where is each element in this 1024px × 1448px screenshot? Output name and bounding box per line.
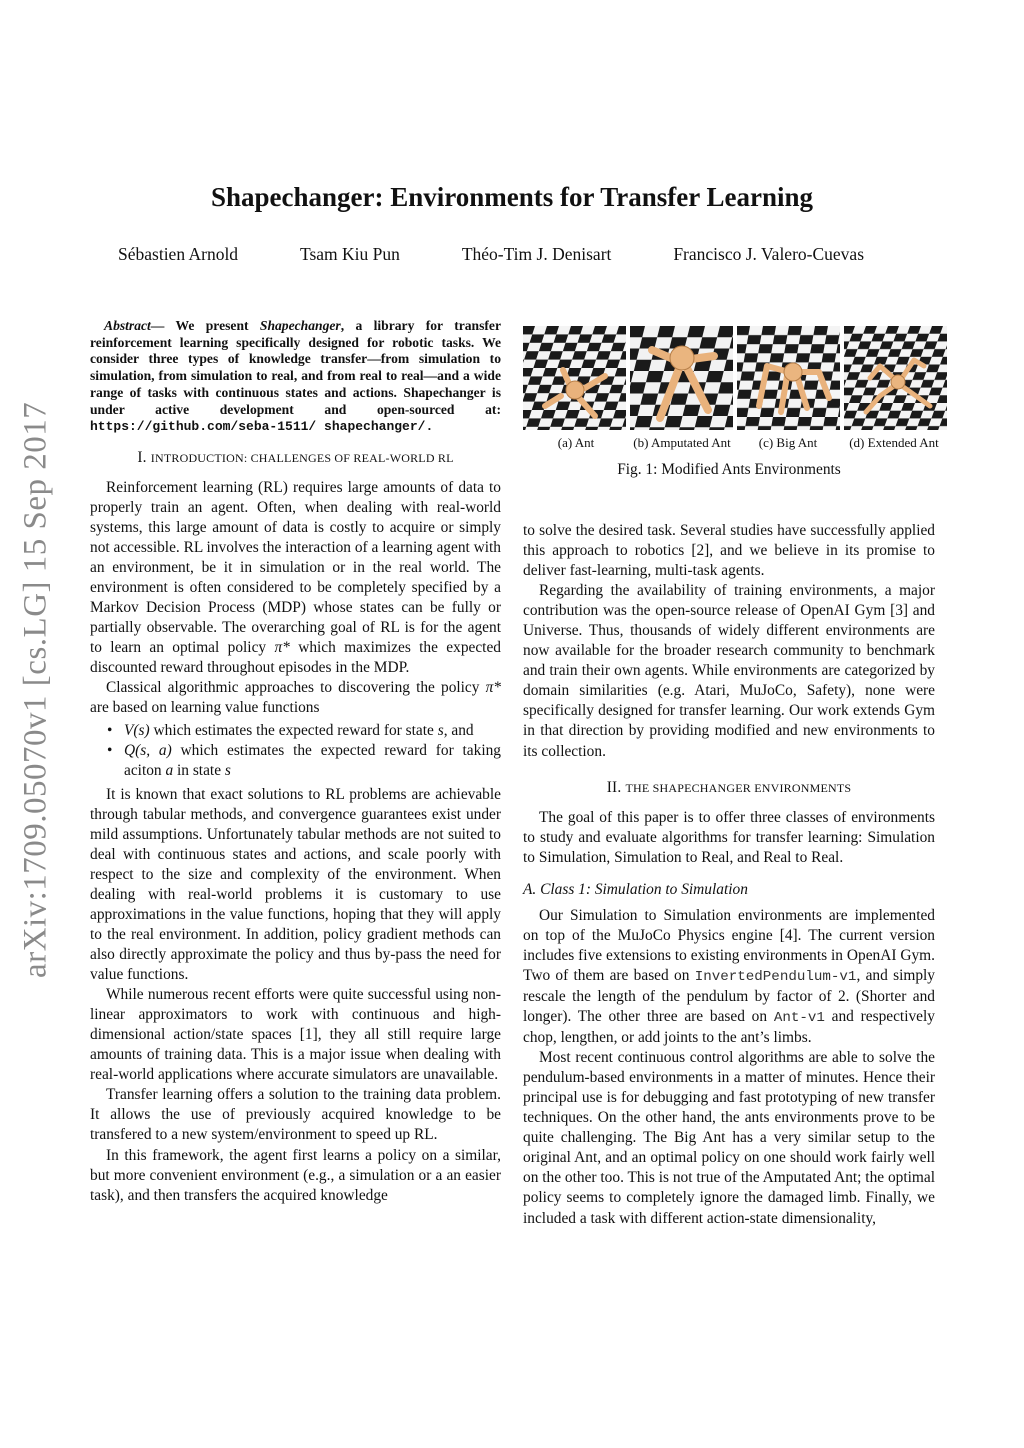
subcaption-d: (d) Extended Ant [849,435,939,450]
abstract-text-2: , a library for transfer reinforcement learning specifically designed for robotic tasks. We consider three types of knowledge transfer—from simulation to simulation, from simulation to real, and from real to real—and a wide range of tasks with continuous states and actions. Shapechanger is under active development and open-sourced at: [90,318,501,417]
checkerboard-ant-render [523,326,626,430]
amputated-ant-image [630,326,733,430]
paragraph-2 [90,678,501,718]
repo-url[interactable]: https://github.com/seba-1511/ shapechanger/. [90,419,434,435]
right-column [523,521,935,1229]
figure-1-subcaptions [523,435,947,451]
state-var: s [224,761,231,779]
right-paragraph-3: The goal of this paper is to offer three classes of environments to study and evaluate algorithms for transfer learning: Simulation to Simulation, Simulation to Real, and Real to Real. [523,808,935,866]
paragraph-2-text: Classical algorithmic approaches to discovering the policy [106,679,480,697]
code-ant: Ant-v1 [773,1010,825,1027]
paragraph-5: Transfer learning offers a solution to the training data problem. It allows the use of previously acquired knowledge to be transfered to a new system/environment to speed up RL. [90,1086,501,1144]
section-2-number: II. [606,778,626,796]
author-list [118,244,864,265]
paragraph-1-text: Reinforcement learning (RL) requires large amounts of data to properly train an agent. Often, when dealing with real-world systems, this large amount of data is costly to acquire or simply not accessible. RL involves the interaction of a learning agent with an environment, be it in simulation or in the real world. The environment is often considered to be completely specified by a Markov Decision Process (MDP) whose states can be fully or partially observable. The overarching goal of RL is for the agent to learn an optimal policy [90,478,502,657]
abstract-text-1: We present [164,318,260,333]
subcaption-c: (c) Big Ant [758,435,818,450]
right-paragraph-4 [523,906,935,1048]
checkerboard-extended-ant-render [844,326,947,430]
value-function-list [90,721,501,781]
v-function: V(s) [124,721,150,739]
list-item-v-text: which estimates the expected reward for state [149,721,438,739]
subcaption-b: (b) Amputated Ant [633,435,731,450]
paragraph-4: While numerous recent efforts were quite successful using non-linear approximators to work with continuous and high-dimensional action/state spaces [1], they all still require large amounts of training data. This is a major issue when dealing with real-world applications where accurate simulators are unavailable. [90,986,501,1084]
right-paragraph-2: Regarding the availability of training environments, a major contribution was the open-source release of OpenAI Gym [3] and Universe. Thus, thousands of widely different environments are now available for the broader research community to benchmark and train their own agents. While environments are categorized by domain similarities (e.g. Atari, MuJoCo, Safety), none were specifically designed for transfer learning. Our work extends Gym in that direction by providing modified and new environments to its collection. [523,582,935,760]
ant-image [523,326,626,430]
abstract-lead: Abstract— [104,318,165,333]
paragraph-2-end: are based on learning value functions [90,699,320,717]
checkerboard-amputated-ant-render [630,326,733,430]
paragraph-1 [90,478,501,678]
section-1-title: INTRODUCTION: CHALLENGES OF REAL-WORLD RL [150,450,454,465]
right-paragraph-4-c: and respectively chop, lengthen, or add joints to the ant’s limbs. [523,1008,935,1047]
list-item-q-text: which estimates the expected reward for taking aciton [124,741,502,779]
list-item-v [124,721,501,741]
paragraph-6: In this framework, the agent first learns a policy on a similar, but more convenient environment (e.g., a simulation or a an easier task), and then transfers the acquired knowledge [90,1146,501,1204]
section-1-heading [90,448,501,468]
right-paragraph-1: to solve the desired task. Several studies have successfully applied this approach to robotics [2], and we believe in its promise to deliver fast-learning, multi-task agents. [523,522,935,580]
author-3: Théo-Tim J. Denisart [461,244,612,264]
section-2-title: THE SHAPECHANGER ENVIRONMENTS [625,780,852,795]
state-var: s [437,721,444,739]
right-paragraph-4-a: Our Simulation to Simulation environments are implemented on top of the MuJoCo Physics engine [4]. The current version includes five extensions to existing environments in OpenAI Gym. Two of them are based on [523,906,935,984]
paragraph-1-end: which maximizes the expected discounted reward throughout episodes in the MDP. [90,639,501,677]
pi-symbol: π* [485,679,501,697]
author-2: Tsam Kiu Pun [300,244,400,264]
list-item-q-mid: in state [173,761,225,779]
figure-1-images [523,326,947,430]
subcaption-a: (a) Ant [557,435,595,450]
author-4: Francisco J. Valero-Cuevas [673,244,864,264]
right-paragraph-5: Most recent continuous control algorithms are able to solve the pendulum-based environments in a matter of minutes. Hence their principal use is for debugging and fast prototyping of new transfer techniques. On the other hand, the ants environments prove to be quite challenging. The Big Ant has a very similar setup to the original Ant, and an optimal policy on one should work fairly well on the other too. This is not true of the Amputated Ant; the optimal policy seems to completely ignore the damaged limb. Finally, we included a task with different action-state dimensionality, [523,1049,935,1227]
figure-1-caption: Fig. 1: Modified Ants Environments [617,461,841,478]
paper-title: Shapechanger: Environments for Transfer Learning [210,182,814,212]
list-item-v-end: , and [443,721,474,739]
left-column [90,318,501,1206]
list-item-q [124,741,501,781]
checkerboard-big-ant-render [737,326,840,430]
big-ant-image [737,326,840,430]
library-name: Shapechanger [259,318,341,333]
code-inverted-pendulum: InvertedPendulum-v1 [694,968,857,985]
abstract [90,318,501,436]
section-2-heading [523,778,935,798]
right-paragraph-4-b: , and simply rescale the length of the pendulum by factor of 2. (Shorter and longer). The other three are based on [523,966,936,1026]
paragraph-3: It is known that exact solutions to RL problems are achievable through tabular methods, and convergence guarantees exist under mild assumptions. Unfortunately tabular methods are not suited to deal with continuous states and actions, and scale poorly with respect to the size and complexity of the environment. When dealing with real-world problems it is customary to use approximations in the value functions, hoping that they will apply to the real environment. In addition, policy gradient methods can also directly approximate the policy and thus by-pass the need for value functions. [90,785,501,984]
q-function: Q(s, a) [124,741,172,759]
section-1-number: I. [137,448,151,466]
action-var: a [165,761,174,779]
pi-symbol: π* [274,639,290,657]
arxiv-sidebar-stamp: arXiv:1709.05070v1 [cs.LG] 15 Sep 2017 [17,401,54,979]
author-1: Sébastien Arnold [118,244,239,264]
extended-ant-image [844,326,947,430]
subsection-a-heading: A. Class 1: Simulation to Simulation [523,880,748,898]
